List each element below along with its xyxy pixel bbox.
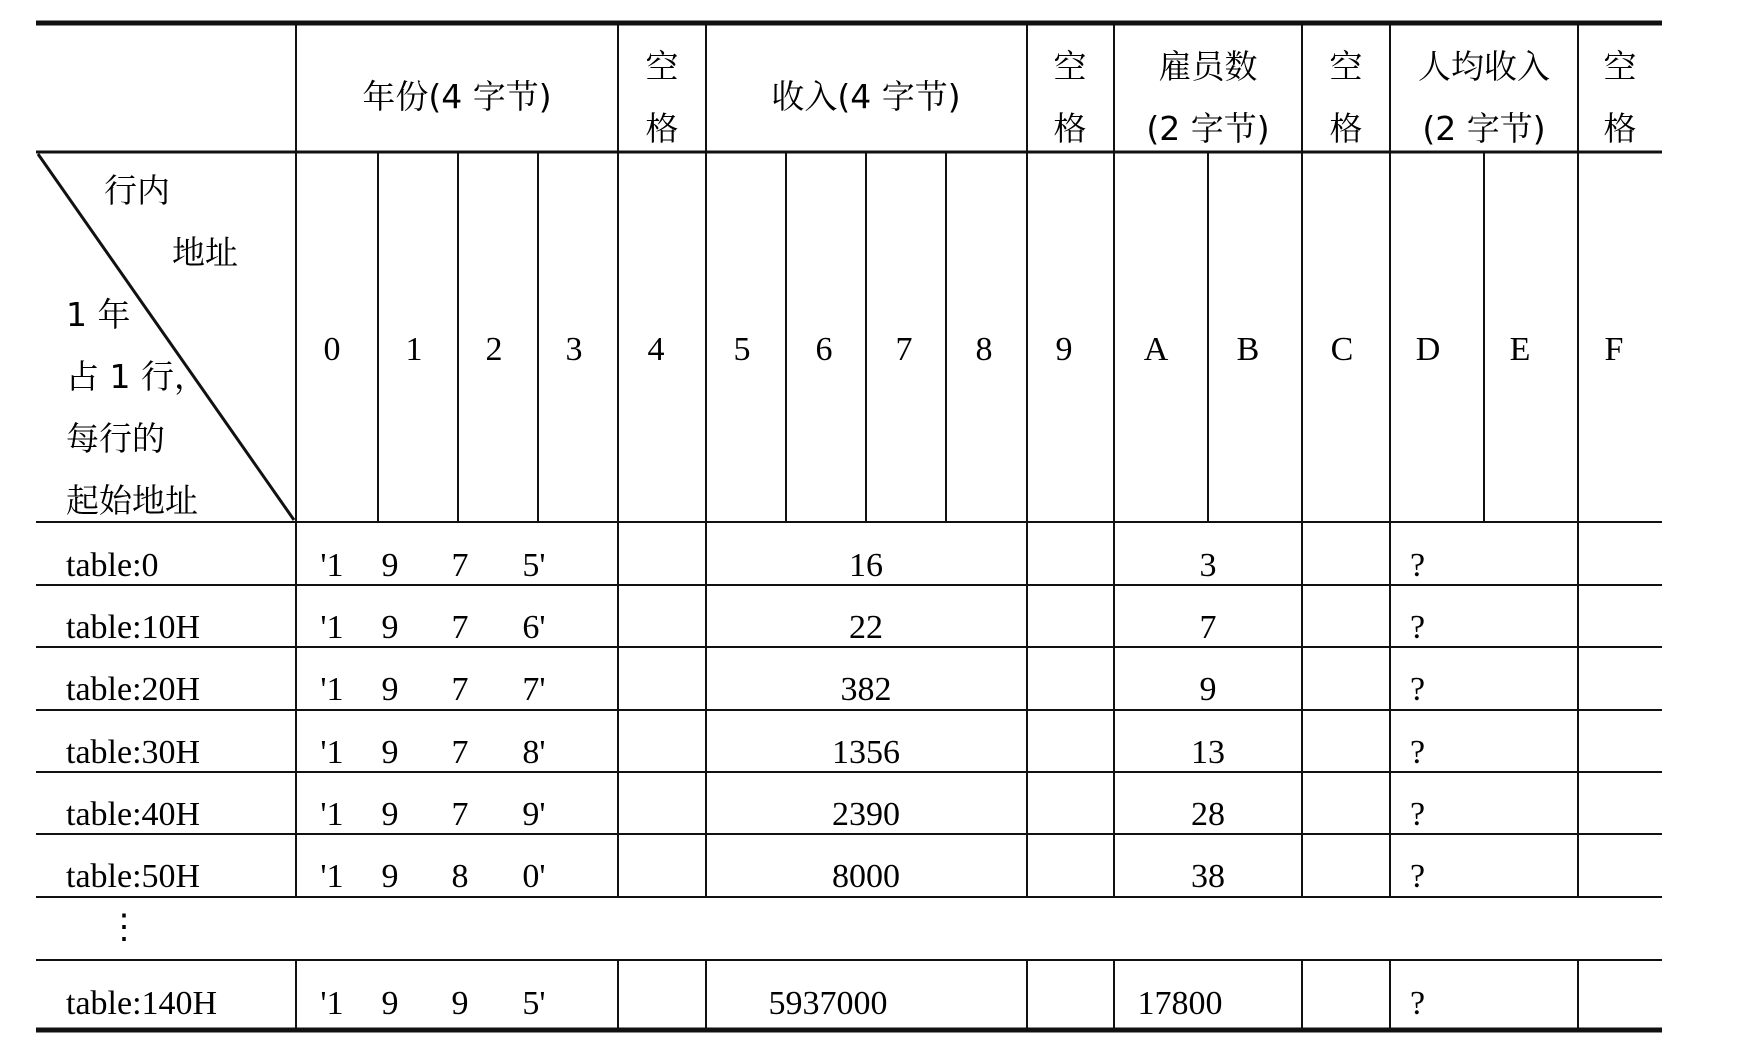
employees-value: 13 [1191,734,1225,771]
row-address: table:10H [66,609,201,646]
employees-value: 28 [1191,796,1225,833]
offset-label: 7 [895,331,913,368]
row-address: table:0 [66,547,159,584]
group-headers [362,47,1636,148]
year-digit: 9 [381,985,399,1022]
corner-line3: 1 年 [66,295,131,334]
offset-label: 2 [485,331,503,368]
corner-line1: 行内 [104,171,170,210]
corner-line6: 起始地址 [66,481,198,520]
row-address: table:30H [66,734,201,771]
income-value: 5937000 [768,985,888,1022]
data-row-4 [66,796,1425,833]
year-digit: 9 [381,796,399,833]
avg-income-value: ? [1410,671,1426,708]
year-group-header: 年份(4 字节) [362,77,552,116]
offset-label: C [1330,331,1354,368]
income-value: 22 [849,609,883,646]
space1-header-a: 空 [645,47,679,86]
space3-header-b: 格 [1329,109,1363,148]
year-digit: '1 [320,858,344,895]
year-digit: 7 [451,796,469,833]
offset-label: 4 [647,331,665,368]
year-digit: 9' [522,796,546,833]
row-address: table:20H [66,671,201,708]
year-digit: '1 [320,671,344,708]
employees-value: 38 [1191,858,1225,895]
year-digit: 7 [451,734,469,771]
corner-line2: 地址 [172,233,238,272]
data-row-3 [66,734,1425,771]
offset-label: 9 [1055,331,1073,368]
income-value: 1356 [832,734,900,771]
year-digit: 5' [522,985,546,1022]
year-digit: 7 [451,671,469,708]
avg-income-value: ? [1410,609,1426,646]
year-digit: 5' [522,547,546,584]
year-digit: 9 [381,671,399,708]
corner-header [66,171,238,520]
avg-income-header-b: (2 字节) [1422,109,1546,148]
offset-subcolumn-rules [378,152,1484,522]
year-digit: 6' [522,609,546,646]
data-row-1 [66,609,1425,646]
year-digit: 9 [381,858,399,895]
year-digit: 8 [451,858,469,895]
offset-label: A [1143,331,1169,368]
space2-header-b: 格 [1053,109,1087,148]
year-digit: 8' [522,734,546,771]
space1-header-b: 格 [645,109,679,148]
employees-header-b: (2 字节) [1146,109,1270,148]
income-value: 382 [840,671,892,708]
offset-label: 1 [405,331,423,368]
avg-income-value: ? [1410,985,1426,1022]
avg-income-value: ? [1410,547,1426,584]
year-digit: '1 [320,796,344,833]
year-digit: 7 [451,609,469,646]
corner-line4: 占 1 行， [66,357,207,396]
data-row-0 [66,547,1425,584]
row-address: table:140H [66,985,218,1022]
offset-label: D [1415,331,1441,368]
data-row-5 [66,858,1425,895]
year-digit: '1 [320,734,344,771]
ellipsis-mark: ⋮ [107,909,141,946]
offset-label: 3 [565,331,583,368]
offset-label: F [1604,331,1624,368]
income-group-header: 收入(4 字节) [771,77,961,116]
income-value: 2390 [832,796,900,833]
year-digit: '1 [320,985,344,1022]
year-digit: 9 [451,985,469,1022]
data-row-last [66,985,1425,1022]
avg-income-value: ? [1410,734,1426,771]
space4-header-b: 格 [1603,109,1637,148]
space4-header-a: 空 [1603,47,1637,86]
row-address: table:50H [66,858,201,895]
corner-line5: 每行的 [66,419,165,458]
employees-value: 7 [1199,609,1217,646]
row-address: table:40H [66,796,201,833]
income-value: 16 [849,547,883,584]
avg-income-value: ? [1410,796,1426,833]
offset-label: 0 [323,331,341,368]
space3-header-a: 空 [1329,47,1363,86]
employees-value: 17800 [1137,985,1223,1022]
avg-income-header-a: 人均收入 [1418,47,1550,86]
group-vertical-rules [296,23,1578,1030]
offset-labels [324,331,1624,368]
year-digit: 9 [381,734,399,771]
space2-header-a: 空 [1053,47,1087,86]
year-digit: '1 [320,547,344,584]
employees-header-a: 雇员数 [1158,47,1258,86]
income-value: 8000 [832,858,900,895]
avg-income-value: ? [1410,858,1426,895]
year-digit: 0' [522,858,546,895]
offset-label: 8 [975,331,993,368]
offset-label: E [1509,331,1531,368]
offset-label: B [1236,331,1260,368]
year-digit: 9 [381,609,399,646]
employees-value: 9 [1199,671,1217,708]
year-digit: 9 [381,547,399,584]
offset-label: 6 [815,331,833,368]
year-digit: '1 [320,609,344,646]
employees-value: 3 [1199,547,1217,584]
year-digit: 7' [522,671,546,708]
data-row-2 [66,671,1425,708]
offset-label: 5 [733,331,751,368]
year-digit: 7 [451,547,469,584]
